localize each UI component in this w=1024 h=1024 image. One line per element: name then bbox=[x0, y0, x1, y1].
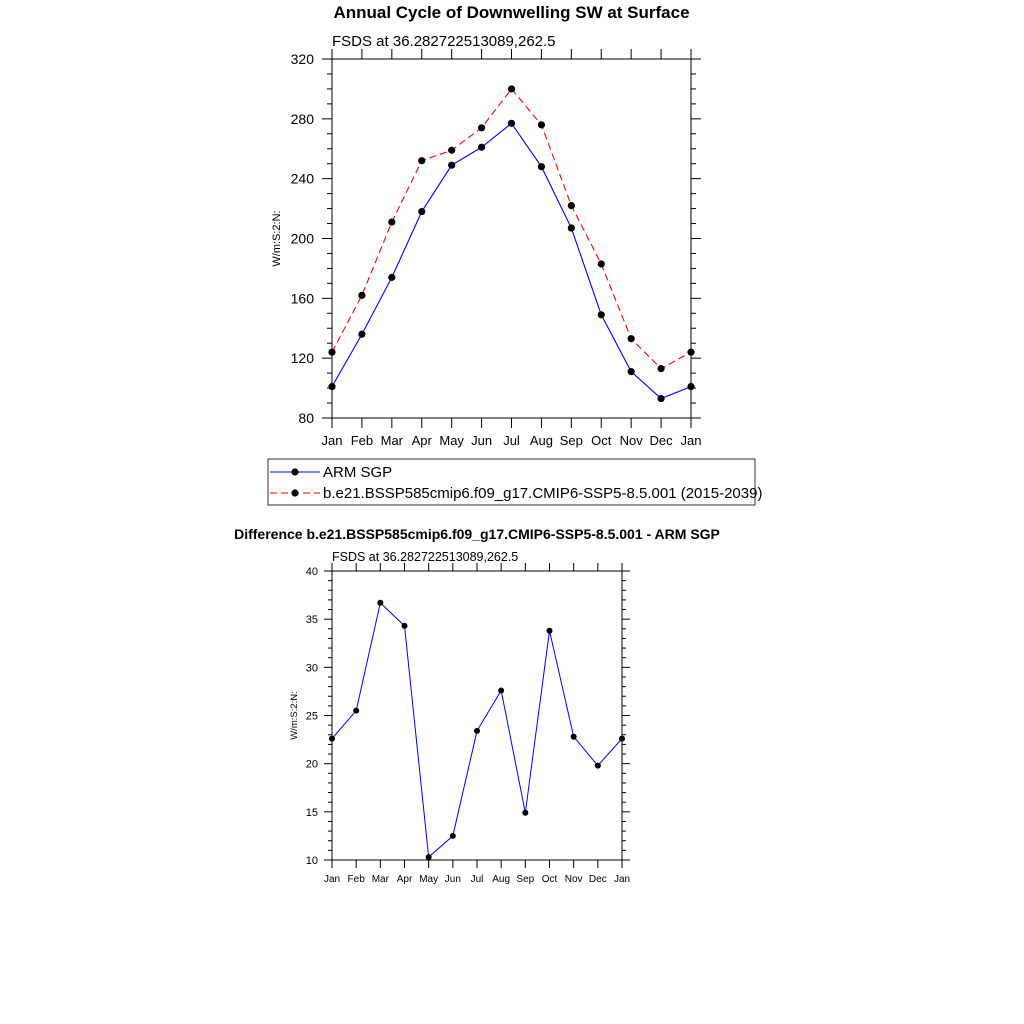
x-tick-label: May bbox=[419, 874, 439, 885]
y-tick-label: 200 bbox=[290, 230, 314, 247]
data-point bbox=[498, 687, 504, 693]
legend-marker bbox=[291, 468, 298, 475]
data-point bbox=[478, 124, 485, 131]
data-point bbox=[448, 162, 455, 169]
y-tick-label: 320 bbox=[290, 51, 314, 68]
series-line bbox=[332, 123, 691, 398]
data-point bbox=[538, 121, 545, 128]
data-point bbox=[358, 331, 365, 338]
data-point bbox=[568, 202, 575, 209]
x-tick-label: Dec bbox=[588, 874, 607, 885]
data-point bbox=[687, 383, 694, 390]
series-1 bbox=[328, 85, 694, 372]
data-point bbox=[508, 85, 515, 92]
data-point bbox=[377, 600, 383, 606]
y-tick-label: 25 bbox=[305, 710, 318, 723]
data-point bbox=[508, 120, 515, 127]
chart-subtitle: FSDS at 36.282722513089,262.5 bbox=[332, 550, 519, 564]
x-tick-label: Apr bbox=[396, 874, 413, 885]
y-tick-label: 120 bbox=[290, 350, 314, 367]
x-tick-label: Jun bbox=[444, 874, 461, 885]
data-point bbox=[474, 728, 480, 734]
x-tick-label: Aug bbox=[529, 433, 553, 448]
series-line bbox=[332, 89, 691, 369]
x-tick-label: Jul bbox=[503, 433, 520, 448]
data-point bbox=[418, 208, 425, 215]
x-tick-label: Jan bbox=[680, 433, 702, 448]
y-tick-label: 280 bbox=[290, 110, 314, 127]
y-tick-label: 35 bbox=[305, 614, 318, 627]
y-tick-label: 20 bbox=[305, 758, 318, 771]
data-point bbox=[418, 157, 425, 164]
data-point bbox=[598, 311, 605, 318]
data-point bbox=[595, 763, 601, 769]
data-point bbox=[358, 292, 365, 299]
x-tick-label: Jan bbox=[323, 874, 341, 885]
legend bbox=[268, 459, 762, 505]
x-tick-label: May bbox=[439, 433, 464, 448]
data-point bbox=[657, 395, 664, 402]
data-point bbox=[619, 736, 625, 742]
x-tick-label: Oct bbox=[591, 433, 612, 448]
data-point bbox=[522, 810, 528, 816]
plot-frame bbox=[332, 59, 691, 418]
x-tick-label: Dec bbox=[649, 433, 673, 448]
data-point bbox=[538, 163, 545, 170]
x-tick-label: Jan bbox=[613, 874, 631, 885]
data-point bbox=[628, 368, 635, 375]
x-tick-label: Jul bbox=[470, 874, 484, 885]
y-tick-label: 10 bbox=[305, 854, 318, 867]
chart-title: Annual Cycle of Downwelling SW at Surface bbox=[333, 3, 690, 22]
data-point bbox=[568, 224, 575, 231]
x-tick-label: Nov bbox=[564, 874, 583, 885]
legend-marker bbox=[291, 489, 298, 496]
y-tick-label: 240 bbox=[290, 170, 314, 187]
series-0 bbox=[329, 600, 625, 860]
x-tick-label: Feb bbox=[347, 874, 365, 885]
y-axis-label: W/m:S:2:N: bbox=[271, 210, 283, 267]
data-point bbox=[388, 218, 395, 225]
data-point bbox=[328, 349, 335, 356]
series-0 bbox=[328, 120, 694, 402]
x-tick-label: Jun bbox=[471, 433, 493, 448]
data-point bbox=[329, 736, 335, 742]
difference-panel bbox=[234, 526, 720, 885]
y-tick-label: 40 bbox=[305, 565, 318, 578]
legend-label: b.e21.BSSP585cmip6.f09_g17.CMIP6-SSP5-8.5.001 (2015-2039) bbox=[323, 485, 763, 502]
data-point bbox=[448, 147, 455, 154]
chart-title: Difference b.e21.BSSP585cmip6.f09_g17.CMIP6-SSP5-8.5.001 - ARM SGP bbox=[234, 526, 720, 542]
y-tick-label: 80 bbox=[298, 410, 314, 427]
y-tick-label: 30 bbox=[305, 662, 318, 675]
data-point bbox=[402, 623, 408, 629]
data-point bbox=[328, 383, 335, 390]
data-point bbox=[687, 349, 694, 356]
data-point bbox=[450, 833, 456, 839]
data-point bbox=[571, 734, 577, 740]
x-tick-label: Mar bbox=[371, 874, 389, 885]
data-point bbox=[478, 144, 485, 151]
annual-cycle-panel bbox=[268, 3, 762, 505]
x-tick-label: Jan bbox=[321, 433, 343, 448]
data-point bbox=[547, 628, 553, 634]
y-tick-label: 160 bbox=[290, 290, 314, 307]
x-tick-label: Sep bbox=[559, 433, 583, 448]
y-axis-label: W/m:S:2:N: bbox=[289, 691, 300, 740]
x-tick-label: Apr bbox=[411, 433, 432, 448]
data-point bbox=[426, 854, 432, 860]
data-point bbox=[598, 260, 605, 267]
y-tick-label: 15 bbox=[305, 806, 318, 819]
chart-subtitle: FSDS at 36.282722513089,262.5 bbox=[332, 33, 556, 50]
x-tick-label: Aug bbox=[492, 874, 511, 885]
data-point bbox=[628, 335, 635, 342]
x-tick-label: Feb bbox=[350, 433, 374, 448]
x-tick-label: Nov bbox=[619, 433, 643, 448]
legend-label: ARM SGP bbox=[323, 464, 393, 481]
data-point bbox=[657, 365, 664, 372]
x-tick-label: Mar bbox=[380, 433, 404, 448]
plot-frame bbox=[332, 571, 622, 860]
data-point bbox=[353, 708, 359, 714]
x-tick-label: Oct bbox=[541, 874, 558, 885]
x-tick-label: Sep bbox=[516, 874, 535, 885]
data-point bbox=[388, 274, 395, 281]
